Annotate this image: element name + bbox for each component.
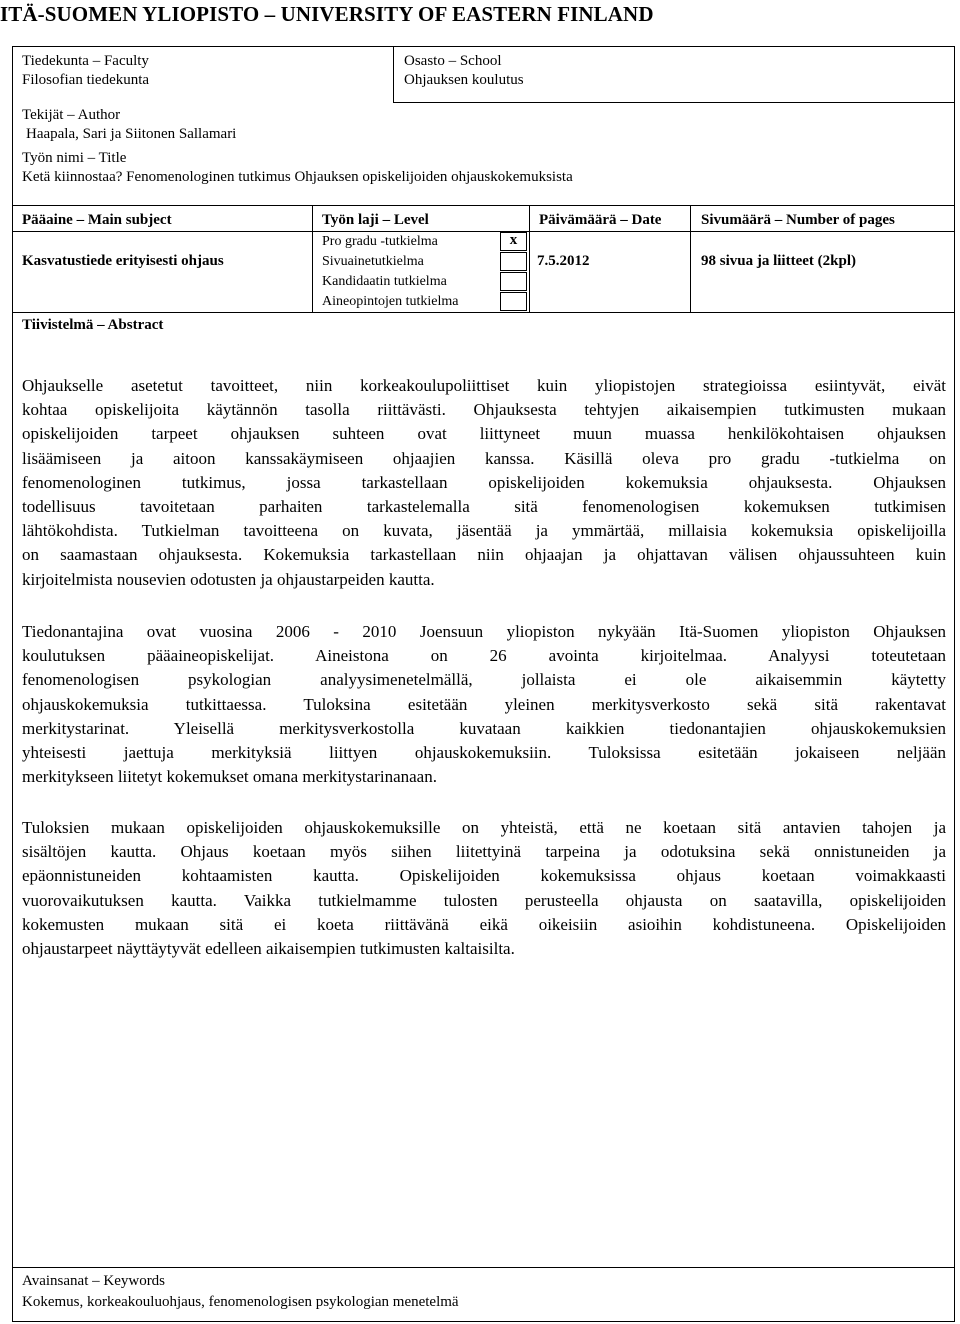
abstract-line: kokemusten mukaan sitä ei koeta riittävänä eikä oikeisiin asioihin kohdistuneena. Opiskelijoiden <box>22 914 946 934</box>
faculty-label: Tiedekunta – Faculty <box>22 53 149 69</box>
abstract-paragraph-1 <box>22 374 946 592</box>
abstract-label: Tiivistelmä – Abstract <box>22 317 164 333</box>
col-divider-2 <box>529 205 530 313</box>
abstract-line: sisältöjen kautta. Ohjaus koetaan myös siihen liitettyinä tarpeina ja odotuksina sekä onnistuneiden ja <box>22 842 946 862</box>
abstract-line: lähtökohdista. Tutkielman tavoitteena on kuvata, jäsentää ja ymmärtää, millaisia kokemuksia opiskelijoilla <box>22 521 946 541</box>
level-checkbox[interactable]: x <box>500 232 527 251</box>
level-option-label: Sivuainetutkielma <box>322 254 424 269</box>
abstract-paragraph-2 <box>22 620 946 789</box>
level-option-label: Pro gradu -tutkielma <box>322 234 438 249</box>
abstract-line: kirjoitelmista nousevien odotusten ja ohjaustarpeiden kautta. <box>22 569 435 589</box>
abstract-line: kohtaa opiskelijoita käytännön tasolla riittävästi. Ohjauksesta tehtyjen aikaisempien tutkimusten mukaan <box>22 400 946 420</box>
abstract-line: ohjaustarpeet näyttäytyvät edelleen aikaisempien tutkimusten kaltaisilta. <box>22 939 515 959</box>
title-value: Ketä kiinnostaa? Fenomenologinen tutkimus Ohjauksen opiskelijoiden ohjauskokemuksista <box>22 169 573 185</box>
abstract-line: vuorovaikutuksen kautta. Vaikka tutkielmamme tulosten perusteella ohjausta on saatavilla, opiskelijoiden <box>22 890 946 910</box>
faculty-value: Filosofian tiedekunta <box>22 72 150 88</box>
abstract-line: fenomenologinen tutkimus, jossa tarkastellaan opiskelijoiden kokemuksia ohjauksesta. Ohjauksen <box>22 472 946 492</box>
abstract-line: ohjauskokemuksia tutkittaessa. Tuloksina esitetään yleinen merkitysverkosto sekä sitä rakentavat <box>22 694 946 714</box>
header-level: Työn laji – Level <box>322 212 429 228</box>
level-option-label: Kandidaatin tutkielma <box>322 274 447 289</box>
abstract-line: fenomenologisen psykologian analyysimenetelmällä, jollaista ei ole aikaisemmin käytetty <box>22 670 946 690</box>
header-main-subject: Pääaine – Main subject <box>22 212 172 228</box>
col-divider-1 <box>312 205 313 313</box>
author-label: Tekijät – Author <box>22 107 121 123</box>
faculty-school-divider <box>393 46 394 103</box>
keywords-label: Avainsanat – Keywords <box>22 1273 166 1289</box>
keywords-value: Kokemus, korkeakouluohjaus, fenomenologisen psykologian menetelmä <box>22 1294 459 1310</box>
date-value: 7.5.2012 <box>537 253 590 269</box>
header-top-line <box>12 205 955 206</box>
school-value: Ohjauksen koulutus <box>404 72 524 88</box>
abstract-line: lisäämiseen ja aitoon kanssakäymiseen ohjaajien kanssa. Käsillä oleva pro gradu -tutkielma on <box>22 448 946 468</box>
level-checkbox[interactable] <box>500 272 527 291</box>
level-checkbox[interactable] <box>500 292 527 311</box>
abstract-line: Tuloksien mukaan opiskelijoiden ohjauskokemuksille on yhteistä, että ne koetaan sitä antavien tahojen ja <box>22 818 946 837</box>
header-pages: Sivumäärä – Number of pages <box>701 212 895 228</box>
header-bottom-line <box>12 231 955 232</box>
header-date: Päivämäärä – Date <box>539 212 662 228</box>
school-bottom-line <box>393 102 955 103</box>
keywords-top-line <box>12 1267 955 1268</box>
abstract-line: todellisuus tavoitetaan parhaiten tarkastelemalla sitä fenomenologisen kokemuksen tutkimisen <box>22 497 946 517</box>
pages-value: 98 sivua ja liitteet (2kpl) <box>701 253 856 269</box>
col-divider-3 <box>690 205 691 313</box>
author-value: Haapala, Sari ja Siitonen Sallamari <box>26 126 237 142</box>
level-option-label: Aineopintojen tutkielma <box>322 294 459 309</box>
abstract-line: opiskelijoiden tarpeet ohjauksen suhteen ovat liittyneet muun muassa henkilökohtaisen ohjauksen <box>22 424 946 444</box>
details-bottom-line <box>12 312 955 313</box>
title-label: Työn nimi – Title <box>22 150 127 166</box>
abstract-line: on saamastaan ohjauksesta. Kokemuksia tarkastellaan niin ohjaajan ja ohjattavan välisen ohjaussuhteen kuin <box>22 545 946 565</box>
abstract-line: koulutuksen pääaineopiskelijat. Aineistona on 26 avointa kirjoitelmaa. Analyysi toteutetaan <box>22 646 946 666</box>
abstract-paragraph-3 <box>22 816 946 961</box>
abstract-line: epäonnistuneiden kohtaamisten kautta. Opiskelijoiden kokemuksissa ohjaus koetaan voimakkaasti <box>22 866 946 886</box>
level-checkbox[interactable] <box>500 252 527 271</box>
abstract-line: Tiedonantajina ovat vuosina 2006 - 2010 Joensuun yliopiston nykyään Itä-Suomen yliopiston Ohjauksen <box>22 622 946 641</box>
abstract-line: Ohjaukselle asetetut tavoitteet, niin korkeakoulupoliittiset kuin yliopistojen strategioissa esiintyvät, eivät <box>22 376 946 395</box>
main-subject-value: Kasvatustiede erityisesti ohjaus <box>22 253 224 269</box>
school-label: Osasto – School <box>404 53 502 69</box>
university-heading: ITÄ-SUOMEN YLIOPISTO – UNIVERSITY OF EASTERN FINLAND <box>0 2 654 26</box>
abstract-line: merkitystarinat. Yleisellä merkitysverkostolla kuvataan kaikkien tiedonantajien ohjauskokemuksien <box>22 718 946 738</box>
abstract-line: merkitykseen liitetyt kokemukset omana merkitystarinanaan. <box>22 767 437 787</box>
abstract-line: yhteisesti jaettuja merkityksiä liittyen ohjauskokemuksiin. Tuloksissa esitetään jokaiseen neljään <box>22 743 946 763</box>
